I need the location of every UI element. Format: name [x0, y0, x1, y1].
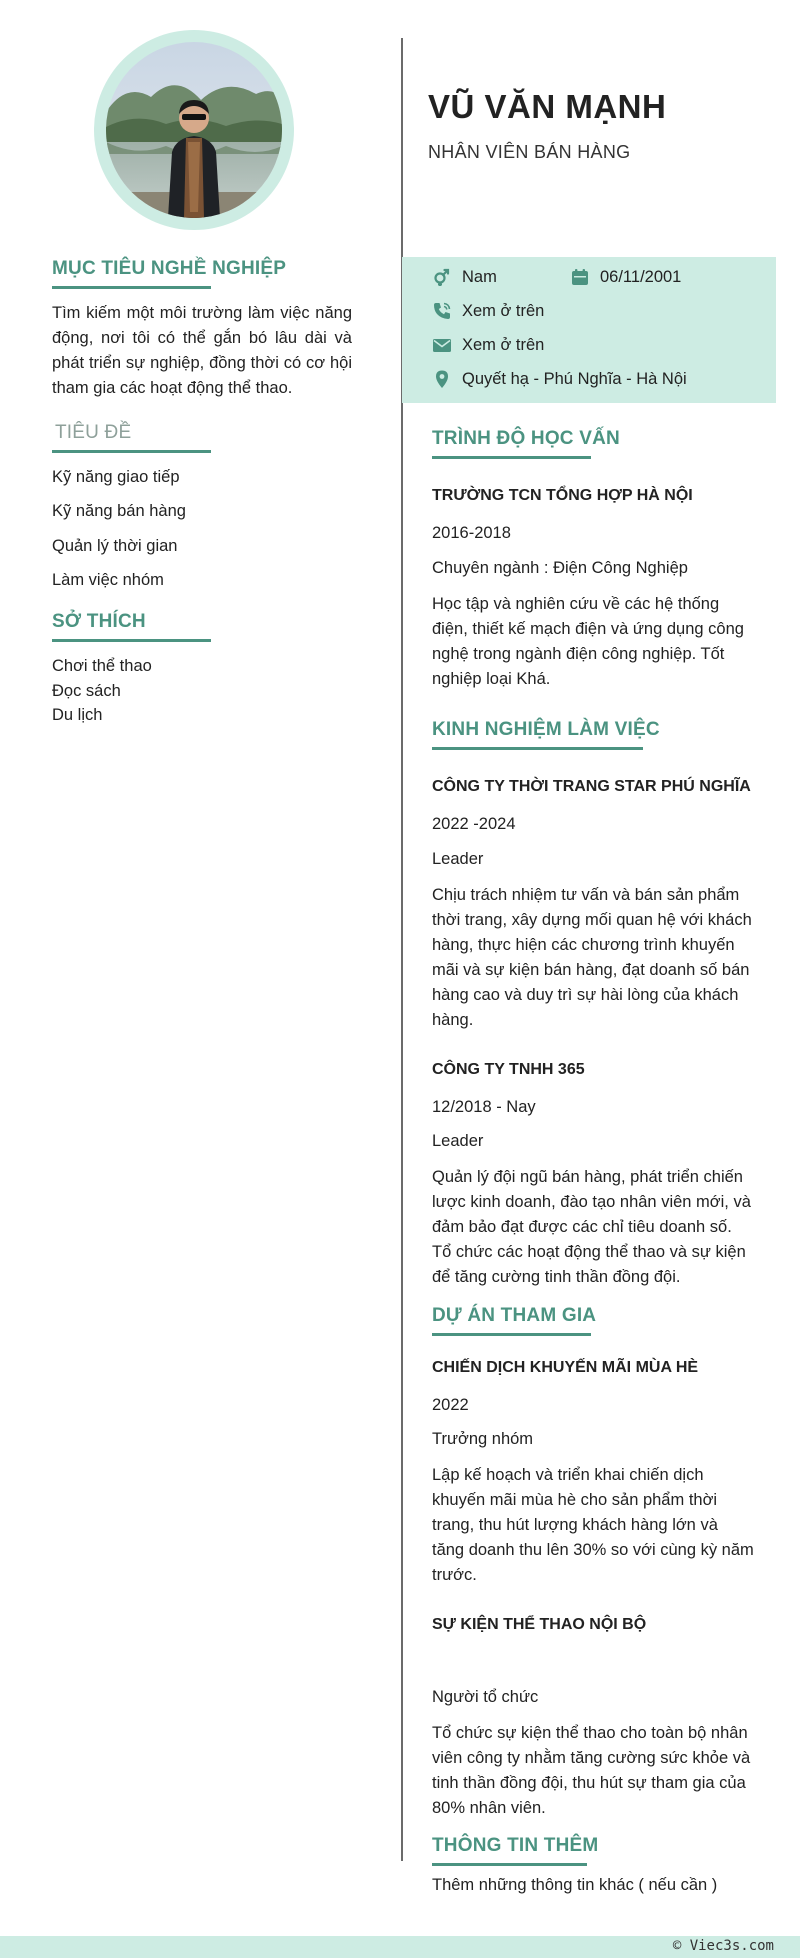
address-value: Quyết hạ - Phú Nghĩa - Hà Nội — [462, 369, 687, 388]
job-title: NHÂN VIÊN BÁN HÀNG — [428, 142, 631, 162]
additional-section — [432, 1835, 598, 1866]
skill-item: Làm việc nhóm — [52, 571, 164, 589]
education-description: Học tập và nghiên cứu về các hệ thống điện, thiết kế mạch điện và ứng dụng công nghệ trong ngành điện công nghiệp. Tốt nghiệp loại Khá. — [432, 595, 744, 688]
projects-underline — [432, 1333, 591, 1336]
birthday-row — [570, 267, 681, 287]
phone-value: Xem ở trên — [462, 301, 545, 320]
education-major: Chuyên ngành : Điện Công Nghiệp — [432, 559, 688, 577]
gender-icon — [432, 267, 452, 287]
email-icon — [432, 335, 452, 355]
avatar-frame — [94, 30, 294, 230]
company-name: CÔNG TY THỜI TRANG STAR PHÚ NGHĨA — [432, 778, 751, 795]
address-row — [432, 369, 687, 389]
education-title: TRÌNH ĐỘ HỌC VẤN — [432, 428, 620, 449]
skill-item: Kỹ năng bán hàng — [52, 502, 186, 520]
additional-text: Thêm những thông tin khác ( nếu cần ) — [432, 1876, 718, 1894]
birthday-value: 06/11/2001 — [600, 267, 682, 286]
job-period: 12/2018 - Nay — [432, 1098, 536, 1116]
education-underline — [432, 456, 591, 459]
skill-item: Quản lý thời gian — [52, 537, 178, 555]
company-name: CÔNG TY TNHH 365 — [432, 1061, 585, 1078]
hobbies-title: SỞ THÍCH — [52, 611, 146, 632]
skill-item: Kỹ năng giao tiếp — [52, 468, 180, 486]
skills-section — [52, 422, 211, 453]
location-pin-icon — [432, 369, 452, 389]
job-description: Chịu trách nhiệm tư vấn và bán sản phẩm thời trang, xây dựng mối quan hệ với khách hàng, thực hiện các chương trình khuyến mãi và sự kiện bán hàng, đạt doanh số bán hàng cao và duy trì sự hài lòng của khách hàng. — [432, 886, 752, 1029]
phone-icon — [432, 301, 452, 321]
skills-title: TIÊU ĐỀ — [55, 422, 132, 443]
objective-underline — [52, 286, 211, 289]
avatar — [106, 42, 282, 218]
objective-title: MỤC TIÊU NGHỀ NGHIỆP — [52, 258, 287, 279]
skills-underline — [52, 450, 211, 453]
hobbies-underline — [52, 639, 211, 642]
job-role: Leader — [432, 850, 484, 868]
education-years: 2016-2018 — [432, 524, 511, 542]
additional-underline — [432, 1863, 587, 1866]
education-section — [432, 428, 620, 459]
gender-row — [432, 267, 497, 287]
experience-section — [432, 719, 660, 750]
hobby-item: Du lịch — [52, 706, 103, 724]
job-description: Quản lý đội ngũ bán hàng, phát triển chiến lược kinh doanh, đào tạo nhân viên mới, và đảm bảo đạt được các chỉ tiêu doanh số. Tổ chức các hoạt động thể thao và sự kiện để tăng cường tinh thần đồng đội. — [432, 1168, 751, 1286]
gender-value: Nam — [462, 267, 497, 286]
project-role: Người tổ chức — [432, 1688, 539, 1706]
candidate-name: VŨ VĂN MẠNH — [428, 88, 667, 125]
hobby-item: Chơi thể thao — [52, 657, 152, 675]
hobby-item: Đọc sách — [52, 682, 121, 700]
objective-section — [52, 258, 286, 289]
additional-title: THÔNG TIN THÊM — [432, 1835, 599, 1856]
contact-panel — [402, 257, 776, 403]
watermark: © Viec3s.com — [672, 1938, 774, 1954]
phone-row — [432, 301, 544, 321]
projects-section — [432, 1305, 596, 1336]
project-name: SỰ KIỆN THỂ THAO NỘI BỘ — [432, 1616, 647, 1633]
project-role: Trưởng nhóm — [432, 1430, 534, 1448]
job-role: Leader — [432, 1132, 484, 1150]
project-year: 2022 — [432, 1396, 469, 1414]
project-name: CHIẾN DỊCH KHUYẾN MÃI MÙA HÈ — [432, 1359, 699, 1376]
school-name: TRƯỜNG TCN TỔNG HỢP HÀ NỘI — [432, 487, 693, 504]
footer-band — [0, 1936, 800, 1958]
projects-title: DỰ ÁN THAM GIA — [432, 1305, 597, 1326]
experience-underline — [432, 747, 643, 750]
email-row — [432, 335, 544, 355]
calendar-icon — [570, 267, 590, 287]
project-description: Lập kế hoạch và triển khai chiến dịch khuyến mãi mùa hè cho sản phẩm thời trang, thu hút lượng khách hàng lớn và tăng doanh thu lên 30% so với cùng kỳ năm trước. — [432, 1466, 754, 1584]
project-description: Tổ chức sự kiện thể thao cho toàn bộ nhân viên công ty nhằm tăng cường sức khỏe và tinh thần đồng đội, thu hút sự tham gia của 80% nhân viên. — [432, 1724, 751, 1817]
hobbies-section — [52, 611, 211, 642]
job-period: 2022 -2024 — [432, 815, 516, 833]
experience-title: KINH NGHIỆM LÀM VIỆC — [432, 719, 660, 740]
objective-text: Tìm kiếm một môi trường làm việc năng động, nơi tôi có thể gắn bó lâu dài và phát triển sự nghiệp, đồng thời có cơ hội tham gia các hoạt động thể thao. — [52, 304, 352, 397]
email-value: Xem ở trên — [462, 335, 545, 354]
